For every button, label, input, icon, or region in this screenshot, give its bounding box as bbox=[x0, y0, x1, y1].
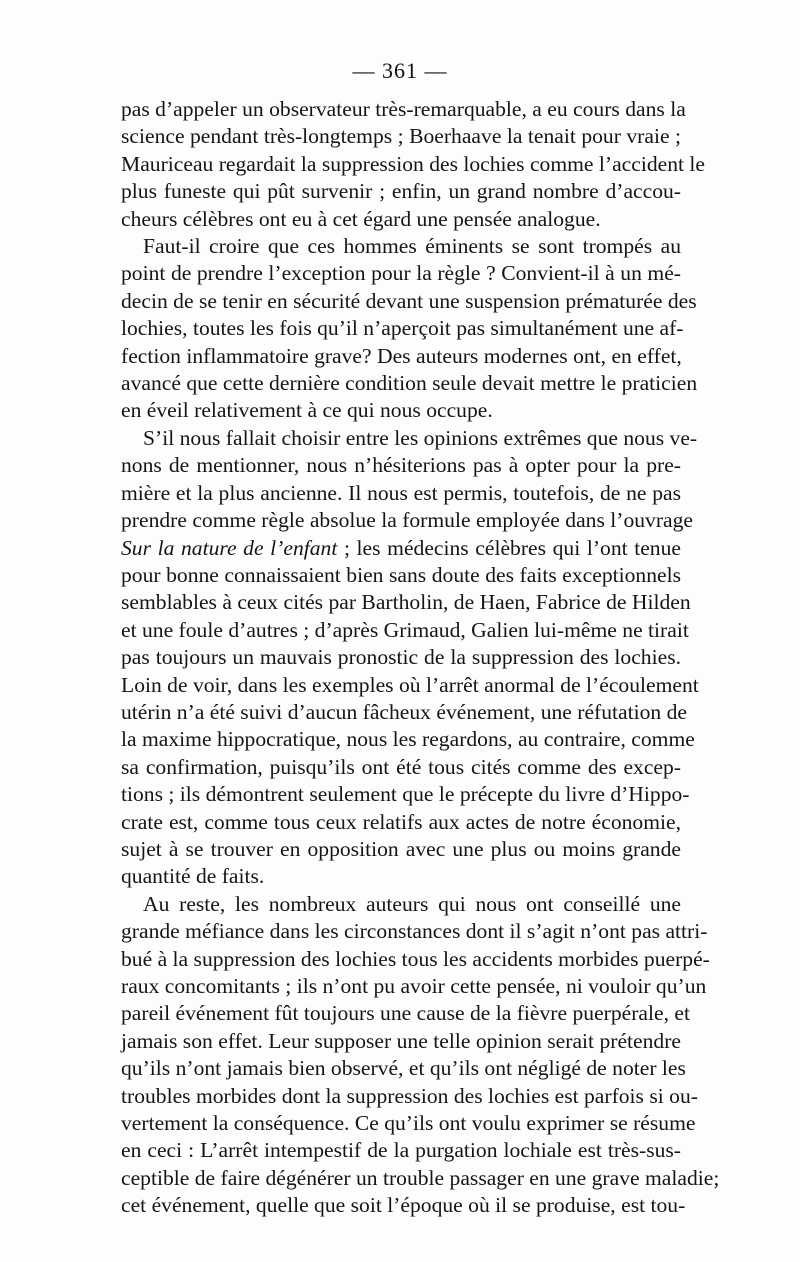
text-line: Faut-il croire que ces hommes éminents se sont trompés au bbox=[143, 234, 681, 259]
text-line: pas toujours un mauvais pronostic de la suppression des lochies. bbox=[121, 645, 681, 670]
text-line: Sur la nature de l’enfant ; les médecins célèbres qui l’ont tenue bbox=[121, 535, 681, 560]
page-number: — 361 — bbox=[352, 58, 448, 83]
text-line: utérin n’a été suivi d’aucun fâcheux événement, une réfutation de bbox=[121, 699, 687, 724]
text-line: en ceci : L’arrêt intempestif de la purgation lochiale est très-sus- bbox=[121, 1138, 681, 1163]
text-line: Au reste, les nombreux auteurs qui nous ont conseillé une bbox=[143, 891, 681, 916]
text-line: plus funeste qui pût survenir ; enfin, un grand nombre d’accou- bbox=[121, 179, 681, 204]
text-line: mière et la plus ancienne. Il nous est permis, toutefois, de ne pas bbox=[121, 480, 681, 505]
text-line: avancé que cette dernière condition seule devait mettre le praticien bbox=[121, 371, 698, 396]
body-text bbox=[121, 96, 720, 1220]
text-line: grande méfiance dans les circonstances dont il s’agit n’ont pas attri- bbox=[121, 919, 708, 944]
text-line: troubles morbides dont la suppression des lochies est parfois si ou- bbox=[121, 1083, 698, 1108]
text-line: pour bonne connaissaient bien sans doute des faits exceptionnels bbox=[121, 562, 681, 587]
text-line: crate est, comme tous ceux relatifs aux actes de notre économie, bbox=[121, 809, 681, 834]
text-line: point de prendre l’exception pour la règle ? Convient-il à un mé- bbox=[121, 261, 681, 286]
text-line: et une foule d’autres ; d’après Grimaud, Galien lui-même ne tirait bbox=[121, 617, 689, 642]
text-line: pareil événement fût toujours une cause de la fièvre puerpérale, et bbox=[121, 1001, 690, 1026]
paragraph bbox=[121, 96, 706, 233]
text-line: fection inflammatoire grave? Des auteurs modernes ont, en effet, bbox=[121, 343, 682, 368]
text-line: Mauriceau regardait la suppression des lochies comme l’accident le bbox=[121, 151, 706, 176]
text-line: la maxime hippocratique, nous les regardons, au contraire, comme bbox=[121, 727, 695, 752]
paragraph bbox=[121, 425, 699, 891]
text-line: science pendant très-longtemps ; Boerhaave la tenait pour vraie ; bbox=[121, 124, 681, 149]
text-line: cheurs célèbres ont eu à cet égard une pensée analogue. bbox=[121, 206, 601, 231]
text-line: decin de se tenir en sécurité devant une suspension prématurée des bbox=[121, 288, 697, 313]
text-line: Loin de voir, dans les exemples où l’arrêt anormal de l’écoulement bbox=[121, 672, 699, 697]
text-line: bué à la suppression des lochies tous les accidents morbides puerpé- bbox=[121, 946, 710, 971]
text-line: raux concomitants ; ils n’ont pu avoir cette pensée, ni vouloir qu’un bbox=[121, 974, 707, 998]
text-line: qu’ils n’ont jamais bien observé, et qu’ils ont négligé de noter les bbox=[121, 1056, 686, 1081]
text-line: cet événement, quelle que soit l’époque où il se produise, est tou- bbox=[121, 1193, 686, 1218]
text-line: tions ; ils démontrent seulement que le précepte du livre d’Hippo- bbox=[121, 782, 690, 807]
paragraph bbox=[121, 891, 720, 1220]
text-line: prendre comme règle absolue la formule employée dans l’ouvrage bbox=[121, 508, 694, 533]
text-line: en éveil relativement à ce qui nous occupe. bbox=[121, 398, 493, 423]
text-line: ceptible de faire dégénérer un trouble passager en une grave maladie; bbox=[121, 1165, 720, 1190]
text-line: quantité de faits. bbox=[121, 864, 265, 889]
text-line: sujet à se trouver en opposition avec une plus ou moins grande bbox=[121, 836, 681, 861]
text-line: semblables à ceux cités par Bartholin, de Haen, Fabrice de Hilden bbox=[121, 590, 691, 615]
text-line: lochies, toutes les fois qu’il n’aperçoit pas simultanément une af- bbox=[121, 316, 684, 341]
text-line: vertement la conséquence. Ce qu’ils ont voulu exprimer se résume bbox=[121, 1111, 696, 1136]
text-line: nons de mentionner, nous n’hésiterions pas à opter pour la pre- bbox=[121, 453, 681, 478]
text-line: sa confirmation, puisqu’ils ont été tous cités comme des excep- bbox=[121, 754, 681, 779]
text-line: pas d’appeler un observateur très-remarquable, a eu cours dans la bbox=[121, 97, 686, 121]
text-line: jamais son effet. Leur supposer une telle opinion serait prétendre bbox=[121, 1028, 681, 1053]
text-line: S’il nous fallait choisir entre les opinions extrêmes que nous ve- bbox=[143, 425, 698, 450]
paragraph bbox=[121, 233, 698, 425]
